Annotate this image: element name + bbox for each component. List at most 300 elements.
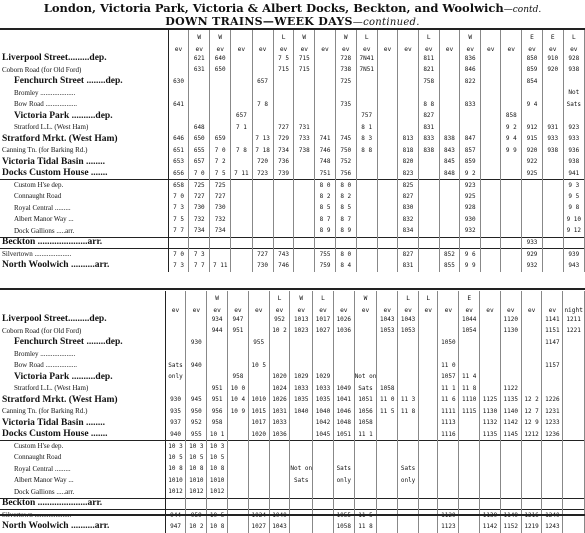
time-cell [418,383,438,395]
time-cell [165,498,186,510]
time-cell [439,76,460,88]
header-ev: ev [377,303,398,315]
time-cell: 1142 [480,521,501,533]
time-cell [313,498,334,510]
time-cell: 7 11 [210,260,231,272]
time-cell: 730 [189,203,210,215]
time-cell [542,349,563,361]
timetable-row [0,249,585,261]
time-cell [228,441,249,453]
time-cell: 850 [522,53,543,65]
time-cell [377,418,398,430]
time-cell [315,65,336,77]
time-cell [290,498,313,510]
time-cell [542,226,563,238]
time-cell: 1048 [333,418,354,430]
time-cell: 11 5 [377,406,398,418]
header-ev: ev [377,42,397,54]
timetable-row [0,226,585,238]
time-cell: 936 [563,145,584,157]
header-letter [248,291,269,303]
time-cell [480,326,501,338]
time-cell [438,464,459,476]
time-cell [377,53,397,65]
time-cell [481,76,501,88]
time-cell: 823 [398,168,419,180]
header-ev: ev [439,42,460,54]
time-cell: 836 [460,53,481,65]
station-label: Bromley .................... [0,349,165,361]
time-cell [501,226,522,238]
time-cell [439,53,460,65]
time-cell [354,349,377,361]
time-cell: 922 [522,157,543,169]
header-ev: ev [186,303,207,315]
time-cell: 10 5 [248,360,269,372]
time-cell [248,314,269,326]
time-cell [377,203,397,215]
time-cell [480,372,501,384]
time-cell [377,360,398,372]
time-cell [542,88,563,100]
time-cell [354,441,377,453]
time-cell [481,157,501,169]
time-cell [398,372,419,384]
timetable-row [0,180,585,192]
station-label: Docks Custom House ....... [0,429,165,441]
header-letter [186,291,207,303]
time-cell [335,237,356,249]
header-letter: E [459,291,480,303]
time-cell [290,487,313,499]
time-cell: 821 [418,65,439,77]
time-cell: 11 3 [398,395,419,407]
time-cell: Sats [165,360,186,372]
time-cell [459,441,480,453]
header-ev: ev [480,303,501,315]
time-cell [210,237,231,249]
time-cell [333,360,354,372]
timetable-row [0,99,585,111]
time-cell [418,521,438,533]
time-cell [542,452,563,464]
time-cell [231,203,252,215]
time-cell [418,406,438,418]
time-cell [501,99,522,111]
time-cell: 854 [522,76,543,88]
header-letter [165,291,186,303]
time-cell [398,99,419,111]
time-cell: 834 [398,226,419,238]
timetable-row [0,53,585,65]
time-cell [273,203,294,215]
time-cell: 9 5 [563,191,584,203]
time-cell: 1029 [290,372,313,384]
time-cell [377,372,398,384]
header-ev: ev [459,303,480,315]
time-cell: 937 [165,418,186,430]
time-cell: 1035 [290,395,313,407]
time-cell: 657 [252,76,273,88]
time-cell: 1033 [313,383,334,395]
time-cell: 1120 [500,314,521,326]
time-cell: 732 [210,214,231,226]
time-cell: 650 [210,65,231,77]
time-cell [521,349,542,361]
timetable-row [0,145,585,157]
time-cell [542,464,563,476]
timetable-top [0,30,585,272]
time-cell [522,88,543,100]
time-cell: 10 0 [228,383,249,395]
time-cell: 8 1 [356,122,377,134]
time-cell [398,498,419,510]
header-ev: ev [315,42,336,54]
time-cell [333,372,354,384]
time-cell [356,99,377,111]
time-cell: 715 [294,53,315,65]
time-cell: 725 [335,76,356,88]
time-cell [521,452,542,464]
time-cell: 1045 [313,429,334,441]
time-cell [501,168,522,180]
time-cell [563,498,585,510]
time-cell [210,76,231,88]
time-cell [501,65,522,77]
timetable-row [0,214,585,226]
time-cell: 10 5 [165,452,186,464]
time-cell: 1043 [398,314,419,326]
time-cell [418,314,438,326]
header-ev: ev [189,42,210,54]
time-cell: Sats [290,475,313,487]
time-cell [354,487,377,499]
header-ev: ev [290,303,313,315]
time-cell: 1122 [500,383,521,395]
station-label: Custom H'se dep. [0,441,165,453]
time-cell [168,65,189,77]
time-cell: 1010 [248,395,269,407]
time-cell [356,76,377,88]
time-cell [333,441,354,453]
time-cell [231,88,252,100]
header-ev: ev [438,303,459,315]
time-cell [377,226,397,238]
time-cell: 1027 [248,521,269,533]
station-label: Connaught Road [0,191,168,203]
time-cell [439,203,460,215]
time-cell: 1221 [563,326,585,338]
time-cell: 12 2 [521,395,542,407]
time-cell [168,111,189,123]
header-ev: ev [398,42,419,54]
time-cell: 1212 [521,429,542,441]
time-cell [439,65,460,77]
header-ev: ev [521,303,542,315]
time-cell: 10 3 [186,441,207,453]
time-cell: 950 [186,406,207,418]
time-cell: 1053 [398,326,419,338]
time-cell [459,487,480,499]
time-cell [377,260,397,272]
time-cell [480,498,501,510]
time-cell: 831 [398,260,419,272]
time-cell: 1236 [542,429,563,441]
time-cell [481,249,501,261]
time-cell [398,383,419,395]
time-cell [248,372,269,384]
time-cell: 1233 [542,418,563,430]
time-cell: 621 [189,53,210,65]
time-cell: 10 5 [207,452,228,464]
time-cell [542,168,563,180]
time-cell: 1017 [313,314,334,326]
time-cell: 7 3 [189,249,210,261]
time-cell [228,521,249,533]
time-cell [521,360,542,372]
time-cell [354,452,377,464]
time-cell: only [333,475,354,487]
time-cell [269,360,290,372]
time-cell [418,203,439,215]
time-cell: 11 0 [377,395,398,407]
time-cell: 955 [186,429,207,441]
title-text: London, Victoria Park, Victoria & Albert Docks, Beckton, and Woolwich [43,1,504,15]
time-cell: 657 [231,111,252,123]
time-cell: 727 [189,191,210,203]
time-cell [228,452,249,464]
header-ev: ev [460,42,481,54]
time-cell [377,99,397,111]
time-cell [269,475,290,487]
time-cell: 741 [315,134,336,146]
time-cell: 838 [439,134,460,146]
time-cell: 1024 [269,383,290,395]
header-letter: W [460,30,481,42]
time-cell [481,168,501,180]
time-cell [377,349,398,361]
time-cell [521,498,542,510]
time-cell: 727 [273,122,294,134]
time-cell: 858 [501,111,522,123]
time-cell [418,180,439,192]
time-cell: 7 18 [252,145,273,157]
time-cell [563,372,585,384]
time-cell: 11 1 [354,429,377,441]
time-cell: 735 [335,99,356,111]
time-cell: 7 11 [231,168,252,180]
time-cell [207,372,228,384]
time-cell [563,111,584,123]
station-label: Canning Tn. (for Barking Rd.) [0,406,165,418]
time-cell [522,180,543,192]
time-cell: 751 [315,168,336,180]
time-cell [210,122,231,134]
timetable-row [0,464,585,476]
time-cell [521,383,542,395]
time-cell [252,65,273,77]
time-cell [333,452,354,464]
time-cell [521,337,542,349]
time-cell: 745 [335,134,356,146]
time-cell [460,111,481,123]
time-cell: 923 [563,122,584,134]
time-cell [500,498,521,510]
time-cell: 1211 [563,314,585,326]
time-cell: 725 [210,180,231,192]
time-cell [563,383,585,395]
time-cell [252,111,273,123]
time-cell: 7 2 [210,157,231,169]
time-cell: 1115 [459,406,480,418]
time-cell [438,326,459,338]
time-cell: 958 [228,372,249,384]
time-cell [231,157,252,169]
time-cell: 1020 [269,372,290,384]
time-cell: 934 [207,314,228,326]
time-cell [377,214,397,226]
time-cell [522,226,543,238]
time-cell [231,99,252,111]
time-cell: 10 5 [186,452,207,464]
subtitle-contd: —continued. [352,17,420,28]
time-cell [228,360,249,372]
time-cell: 11 0 [438,360,459,372]
time-cell: 10 1 [207,429,228,441]
header-ev: ev [168,42,189,54]
time-cell: 7 8 [252,99,273,111]
time-cell: 1130 [480,406,501,418]
timetable-row [0,314,585,326]
time-cell [165,349,186,361]
time-cell: 1029 [313,372,334,384]
time-cell: 725 [189,180,210,192]
time-cell [418,464,438,476]
header-letter: E [542,30,563,42]
time-cell: 11 1 [438,383,459,395]
station-label: Coborn Road (for Old Ford) [0,326,165,338]
time-cell [418,226,439,238]
time-cell [269,452,290,464]
timetable-row [0,372,585,384]
middle-rule [0,288,585,290]
time-cell: 9 2 [501,122,522,134]
time-cell [563,487,585,499]
time-cell [231,260,252,272]
time-cell [418,429,438,441]
time-cell: 7 0 [168,249,189,261]
header-letter [377,291,398,303]
time-cell [480,383,501,395]
time-cell [480,349,501,361]
time-cell [189,88,210,100]
time-cell [480,464,501,476]
time-cell [315,99,336,111]
time-cell [354,498,377,510]
time-cell [459,349,480,361]
time-cell [521,314,542,326]
time-cell [290,441,313,453]
station-label: Beckton .....................arr. [0,498,165,510]
header-letter: L [273,30,294,42]
time-cell [354,475,377,487]
time-cell: 748 [315,157,336,169]
time-cell [500,372,521,384]
time-cell: 7 5 [168,214,189,226]
time-cell: 10 9 [228,406,249,418]
time-cell [418,168,439,180]
header-ev: ev [165,303,186,315]
time-cell [398,88,419,100]
time-cell [438,487,459,499]
time-cell [290,360,313,372]
time-cell: 940 [186,360,207,372]
time-cell [418,249,439,261]
time-cell [315,237,336,249]
timetable-row [0,237,585,249]
time-cell [231,214,252,226]
station-label: Dock Gallions .....arr. [0,487,165,499]
time-cell: 10 2 [186,521,207,533]
time-cell [418,441,438,453]
time-cell [439,191,460,203]
time-cell [460,122,481,134]
time-cell: 1046 [333,406,354,418]
time-cell: 731 [294,122,315,134]
time-cell: 631 [189,65,210,77]
page-title [0,1,585,15]
time-cell [377,191,397,203]
time-cell [252,180,273,192]
time-cell [269,441,290,453]
time-cell: 727 [210,191,231,203]
header-row-letters [0,30,585,42]
header-label-cell [0,42,168,54]
time-cell [480,337,501,349]
time-cell [252,214,273,226]
time-cell [273,214,294,226]
time-cell [290,452,313,464]
time-cell: 952 [186,418,207,430]
time-cell [480,452,501,464]
time-cell [294,203,315,215]
timetable-row [0,203,585,215]
time-cell [521,475,542,487]
time-cell: 640 [210,53,231,65]
time-cell: 7 3 [168,260,189,272]
station-label: Custom H'se dep. [0,180,168,192]
time-cell [252,122,273,134]
station-label: Coborn Road (for Old Ford) [0,65,168,77]
time-cell [377,441,398,453]
time-cell [228,429,249,441]
time-cell [294,249,315,261]
header-letter: W [354,291,377,303]
time-cell: 832 [398,214,419,226]
time-cell [501,180,522,192]
time-cell [290,349,313,361]
time-cell: 10 8 [207,464,228,476]
timetable-row [0,360,585,372]
header-letter: L [563,30,584,42]
time-cell [459,452,480,464]
time-cell [356,157,377,169]
time-cell [542,76,563,88]
timetable-row [0,349,585,361]
time-cell: 1142 [500,418,521,430]
time-cell: 1151 [542,326,563,338]
time-cell: 1010 [165,475,186,487]
